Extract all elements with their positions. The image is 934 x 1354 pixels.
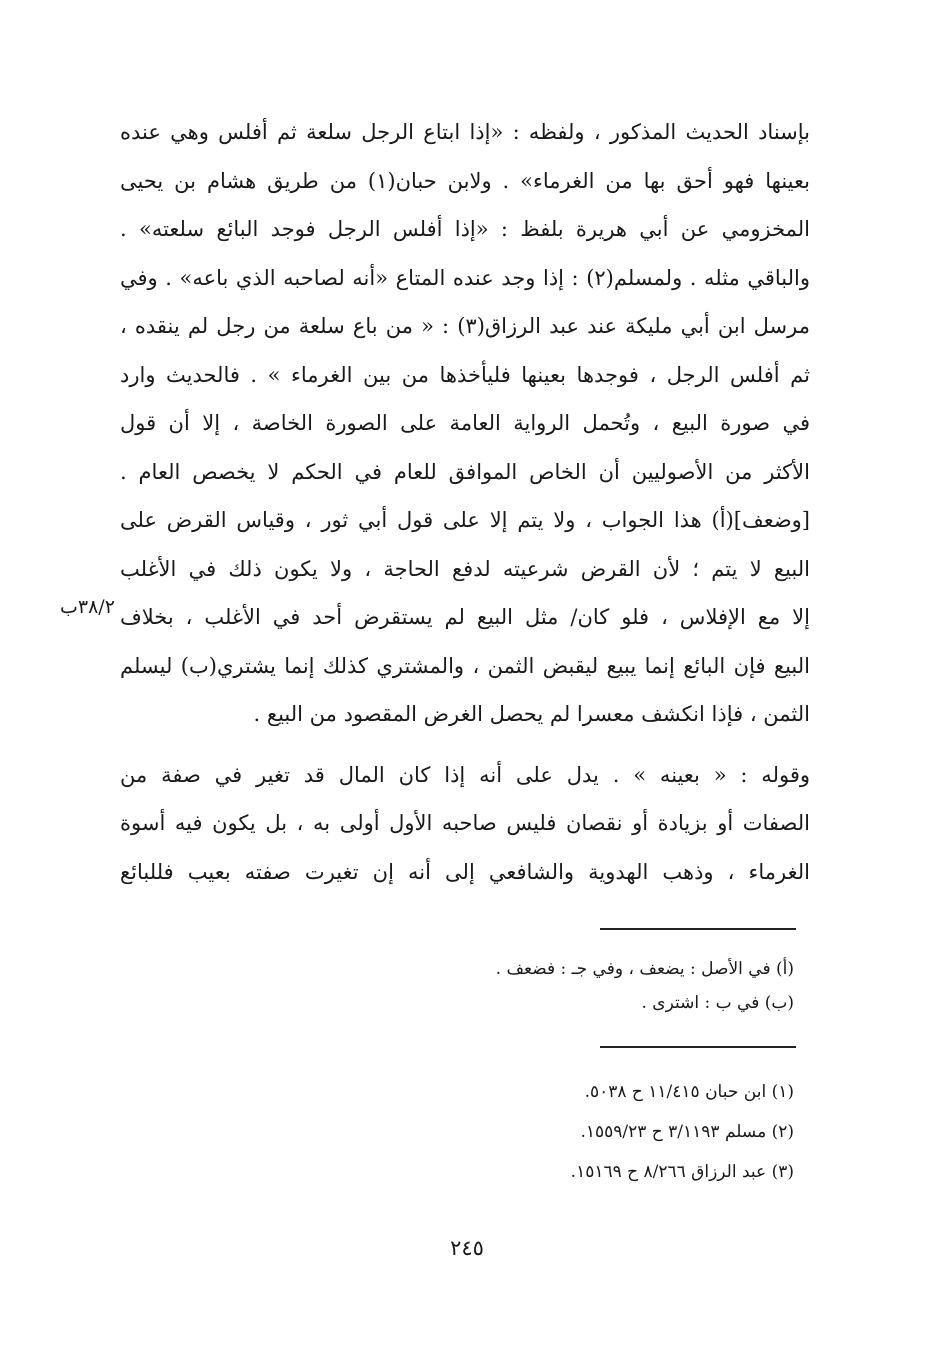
text-line: البيع لا يتم ؛ لأن القرض شرعيته لدفع الحاجة ، ولا يكون ذلك في الأغلب [120,556,810,581]
footnote-divider [600,1046,796,1048]
main-text [120,108,810,896]
text-line: بإسناد الحديث المذكور ، ولفظه : «إذا ابتاع الرجل سلعة ثم أفلس وهي عنده [120,120,810,144]
reference-note: (٣) عبد الرزاق ٨/٢٦٦ ح ١٥١٦٩. [570,1162,794,1182]
text-line: مرسل ابن أبي مليكة عند عبد الرزاق(٣) : « من باع سلعة من رجل لم ينقده ، [120,314,810,338]
text-line: الصفات أو بزيادة أو نقصان فليس صاحبه الأول أولى به ، بل يكون فيه أسوة [120,811,810,835]
reference-note: (٢) مسلم ٣/١١٩٣ ح ١٥٥٩/٢٣. [580,1122,794,1142]
paragraph-gap [120,739,810,751]
text-line: الغرماء ، وذهب الهدوية والشافعي إلى أنه إن تغيرت صفته بعيب فللبائع [120,859,810,884]
text-line: المخزومي عن أبي هريرة بلفظ : «إذا أفلس الرجل فوجد البائع سلعته» . [120,217,810,241]
text-line: ثم أفلس الرجل ، فوجدها بعينها فليأخذها من بين الغرماء » . فالحديث وارد [120,362,810,387]
text-line: في صورة البيع ، وتُحمل الرواية العامة على الصورة الخاصة ، إلا أن قول [120,411,810,435]
variant-note: (أ) في الأصل : يضعف ، وفي جـ : فضعف . [495,959,794,979]
variant-notes [496,952,794,1020]
text-line: البيع فإن البائع إنما يبيع ليقبض الثمن ، والمشتري كذلك إنما يشتري(ب) ليسلم [120,653,810,678]
text-line: الأكثر من الأصوليين أن الخاص الموافق للعام في الحكم لا يخصص العام . [120,459,810,484]
footnote-divider [600,928,796,930]
text-line: الثمن ، فإذا انكشف معسرا لم يحصل الغرض المقصود من البيع . [253,702,810,726]
page-number: ٢٤٥ [450,1236,484,1260]
reference-notes [571,1072,794,1192]
text-line: [وضعف](أ) هذا الجواب ، ولا يتم إلا على قول أبي ثور ، وقياس القرض على [120,508,810,532]
text-line: بعينها فهو أحق بها من الغرماء» . ولابن حبان(١) من طريق هشام بن يحيى [120,168,810,193]
variant-note: (ب) في ب : اشترى . [641,993,794,1013]
margin-folio-note: ٣٨/٢ب [60,596,115,618]
reference-note: (١) ابن حبان ١١/٤١٥ ح ٥٠٣٨. [584,1082,794,1102]
text-line: إلا مع الإفلاس ، فلو كان/ مثل البيع لم يستقرض أحد في الأغلب ، بخلاف [120,605,810,629]
text-line: والباقي مثله . ولمسلم(٢) : إذا وجد عنده المتاع «أنه لصاحبه الذي باعه» . وفي [120,265,810,290]
text-line: وقوله : « بعينه » . يدل على أنه إذا كان المال قد تغير في صفة من [120,762,810,787]
